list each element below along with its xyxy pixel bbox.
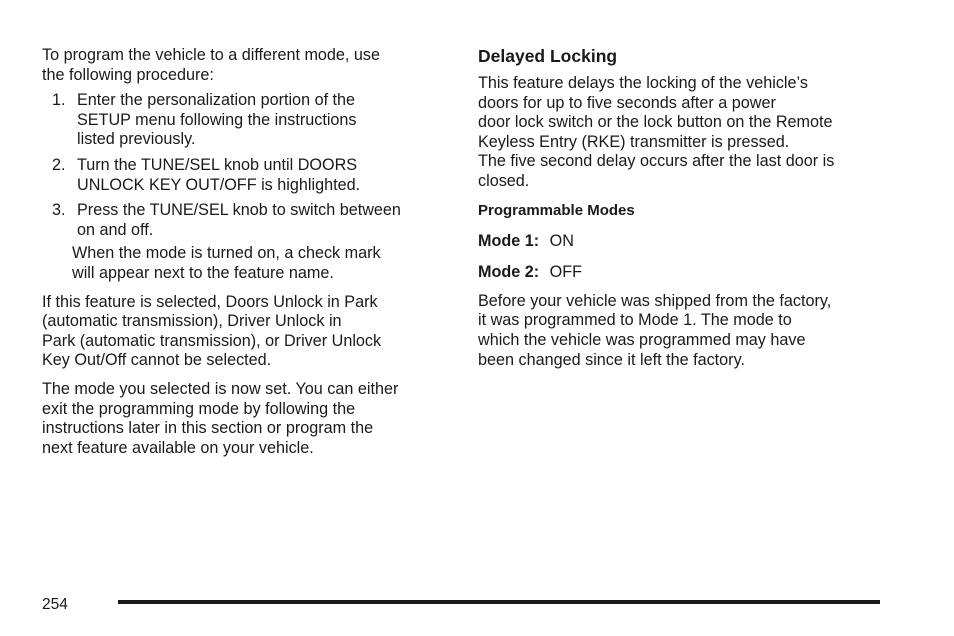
step-line: SETUP menu following the instructions (77, 110, 357, 129)
step-note (42, 244, 452, 283)
description-line: door lock switch or the lock button on the Remote (478, 113, 833, 132)
subheading: Programmable Modes (478, 201, 635, 219)
mode-set-paragraph (42, 380, 452, 458)
mode-label: Mode 1: (478, 231, 540, 250)
step-line: Turn the TUNE/SEL knob until DOORS (77, 155, 358, 174)
paragraph-line: If this feature is selected, Doors Unlock in Park (42, 292, 378, 311)
step-line: on and off. (77, 220, 154, 239)
note-line: When the mode is turned on, a check mark (72, 244, 381, 263)
description-line: closed. (478, 171, 530, 190)
step-number: 2. (52, 155, 66, 174)
paragraph-line: instructions later in this section or program the (42, 419, 374, 438)
page-number: 254 (42, 596, 68, 613)
paragraph-line: Key Out/Off cannot be selected. (42, 351, 272, 370)
note-line: will appear next to the feature name. (72, 263, 334, 282)
mode-label: Mode 2: (478, 263, 540, 282)
factory-paragraph (478, 292, 898, 370)
feature-description (478, 74, 898, 192)
description-line: doors for up to five seconds after a power (478, 93, 776, 112)
description-line: The five second delay occurs after the last door is (478, 152, 835, 171)
intro-paragraph (42, 46, 452, 85)
section-heading: Delayed Locking (478, 46, 618, 66)
paragraph-line: which the vehicle was programmed may have (478, 330, 806, 349)
step-number: 3. (52, 201, 66, 220)
step-line: Enter the personalization portion of the (77, 91, 356, 110)
paragraph-line: The mode you selected is now set. You can either (42, 379, 399, 398)
mode-value: OFF (549, 263, 583, 282)
selection-paragraph (42, 293, 452, 371)
paragraph-line: (automatic transmission), Driver Unlock in (42, 312, 342, 331)
step-line: UNLOCK KEY OUT/OFF is highlighted. (77, 175, 361, 194)
procedure-list (42, 91, 452, 240)
paragraph-line: Before your vehicle was shipped from the factory, (478, 291, 832, 310)
mode-value: ON (549, 231, 574, 250)
step-line: listed previously. (77, 130, 196, 149)
list-item (42, 91, 452, 150)
intro-line: the following procedure: (42, 65, 214, 84)
mode-1-row (478, 232, 898, 252)
paragraph-line: next feature available on your vehicle. (42, 438, 314, 457)
step-line: Press the TUNE/SEL knob to switch between (77, 201, 401, 220)
step-number: 1. (52, 91, 66, 110)
paragraph-line: exit the programming mode by following the (42, 399, 356, 418)
intro-line: To program the vehicle to a different mode, use (42, 46, 381, 64)
paragraph-line: Park (automatic transmission), or Driver Unlock (42, 331, 382, 350)
left-column (42, 46, 452, 458)
description-line: Keyless Entry (RKE) transmitter is pressed. (478, 132, 790, 151)
description-line: This feature delays the locking of the vehicle’s (478, 74, 808, 92)
right-column (478, 46, 898, 370)
mode-2-row (478, 263, 898, 283)
list-item (42, 156, 452, 195)
footer-rule (118, 600, 880, 604)
list-item (42, 201, 452, 240)
paragraph-line: been changed since it left the factory. (478, 350, 745, 369)
paragraph-line: it was programmed to Mode 1. The mode to (478, 311, 792, 330)
